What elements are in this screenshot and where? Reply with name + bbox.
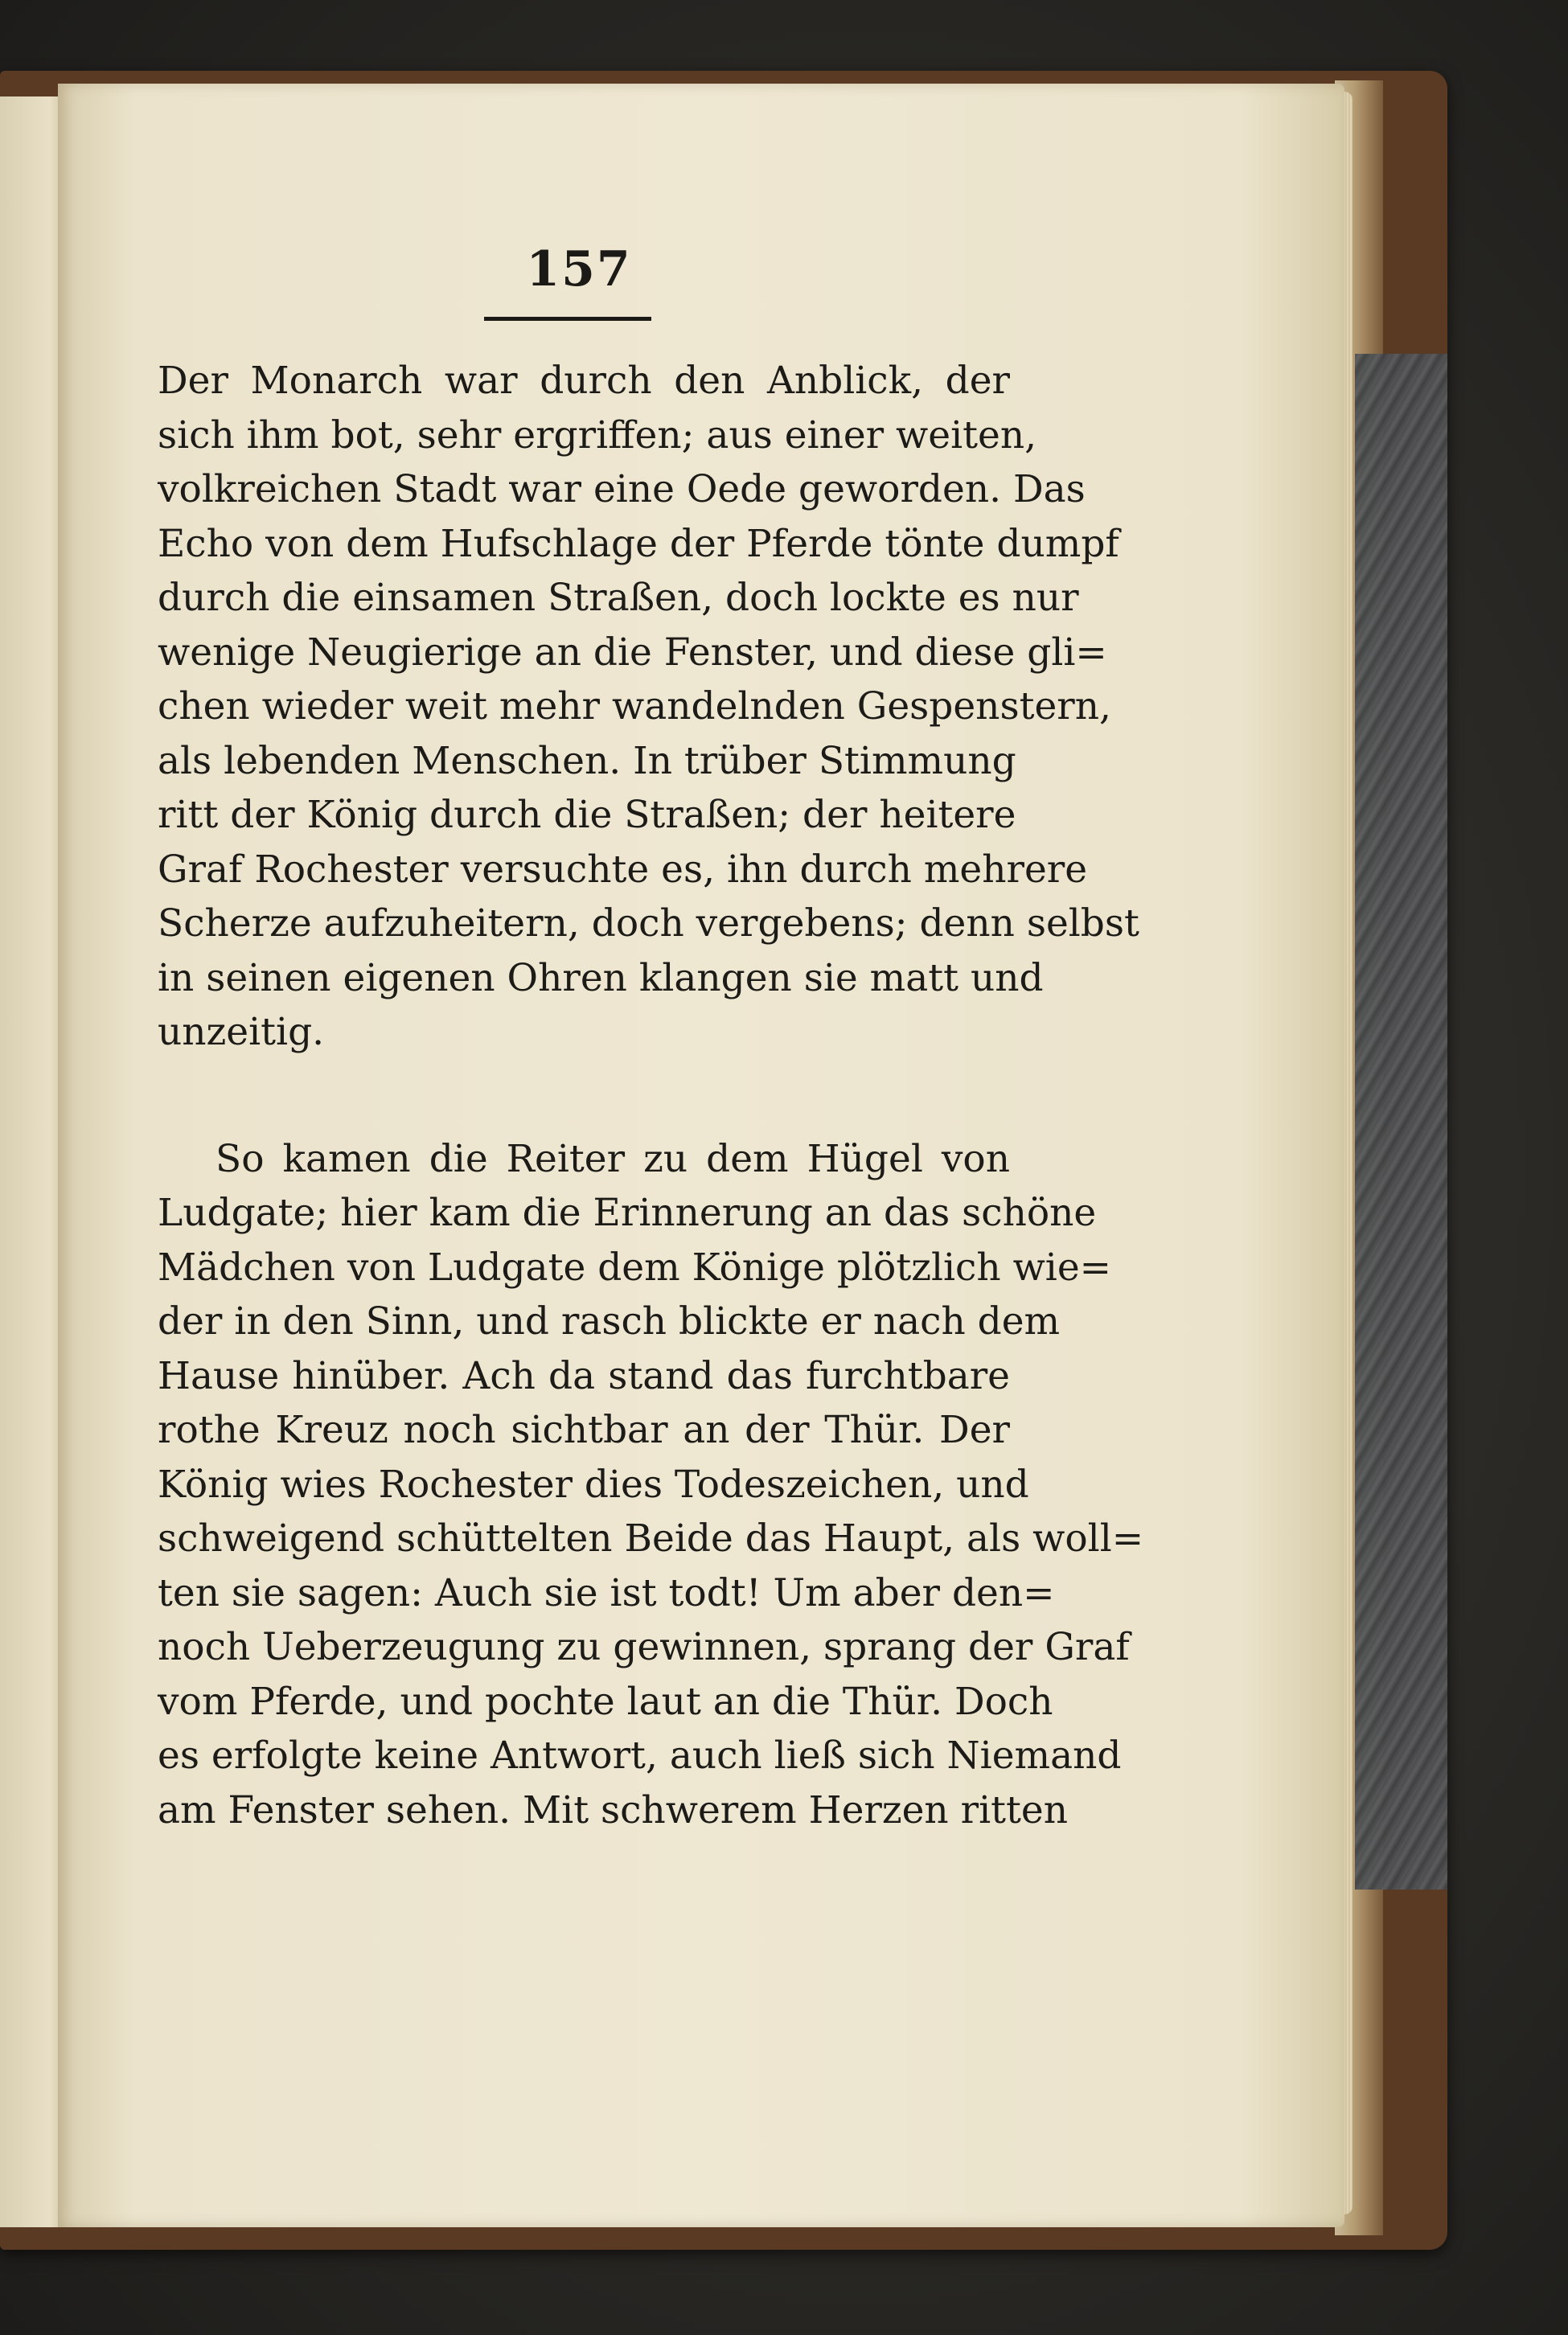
text-line: rothe Kreuz noch sichtbar an der Thür. Der [158, 1408, 1010, 1452]
text-line: vom Pferde, und pochte laut an die Thür. Doch [158, 1679, 1053, 1724]
text-line: wenige Neugierige an die Fenster, und diese gli= [158, 630, 1107, 675]
text-line: ritt der König durch die Straßen; der heitere [158, 793, 1016, 837]
text-line: Graf Rochester versuchte es, ihn durch mehrere [158, 847, 1088, 892]
marbled-board [1355, 354, 1447, 1890]
text-line: König wies Rochester dies Todeszeichen, und [158, 1462, 1029, 1507]
text-line: ten sie sagen: Auch sie ist todt! Um aber den= [158, 1570, 1055, 1615]
text-line: So kamen die Reiter zu dem Hügel von [215, 1136, 1010, 1181]
page-number-rule [484, 317, 651, 321]
text-line: unzeitig. [158, 1010, 325, 1054]
text-line: sich ihm bot, sehr ergriffen; aus einer weiten, [158, 412, 1037, 458]
text-line: volkreichen Stadt war eine Oede geworden. Das [158, 467, 1086, 511]
paragraph-gap [158, 1060, 1010, 1132]
text-line: noch Ueberzeugung zu gewinnen, sprang der Graf [158, 1625, 1130, 1669]
text-line: chen wieder weit mehr wandelnden Gespenstern, [158, 684, 1111, 728]
text-line: Scherze aufzuheitern, doch vergebens; denn selbst [158, 901, 1139, 946]
text-line: als lebenden Menschen. In trüber Stimmung [158, 738, 1016, 783]
paragraph-2 [158, 1132, 1144, 1838]
text-line: Hause hinüber. Ach da stand das furchtbare [158, 1353, 1010, 1398]
text-line: am Fenster sehen. Mit schwerem Herzen ritten [158, 1787, 1068, 1832]
page-number: 157 [526, 241, 632, 298]
text-line: Ludgate; hier kam die Erinnerung an das schöne [158, 1191, 1097, 1235]
text-line: es erfolgte keine Antwort, auch ließ sich Niemand [158, 1734, 1122, 1778]
text-line: Mädchen von Ludgate dem Könige plötzlich wie= [158, 1245, 1112, 1290]
paragraph-1 [158, 354, 1139, 1060]
text-line: Echo von dem Hufschlage der Pferde tönte dumpf [158, 521, 1119, 566]
text-line: schweigend schüttelten Beide das Haupt, als woll= [158, 1516, 1144, 1561]
text-line: der in den Sinn, und rasch blickte er nach dem [158, 1299, 1061, 1344]
text-line: in seinen eigenen Ohren klangen sie matt und [158, 955, 1044, 1000]
text-line: Der Monarch war durch den Anblick, der [158, 359, 1010, 403]
page-text [158, 354, 1144, 1837]
text-line: durch die einsamen Straßen, doch lockte es nur [158, 576, 1079, 620]
